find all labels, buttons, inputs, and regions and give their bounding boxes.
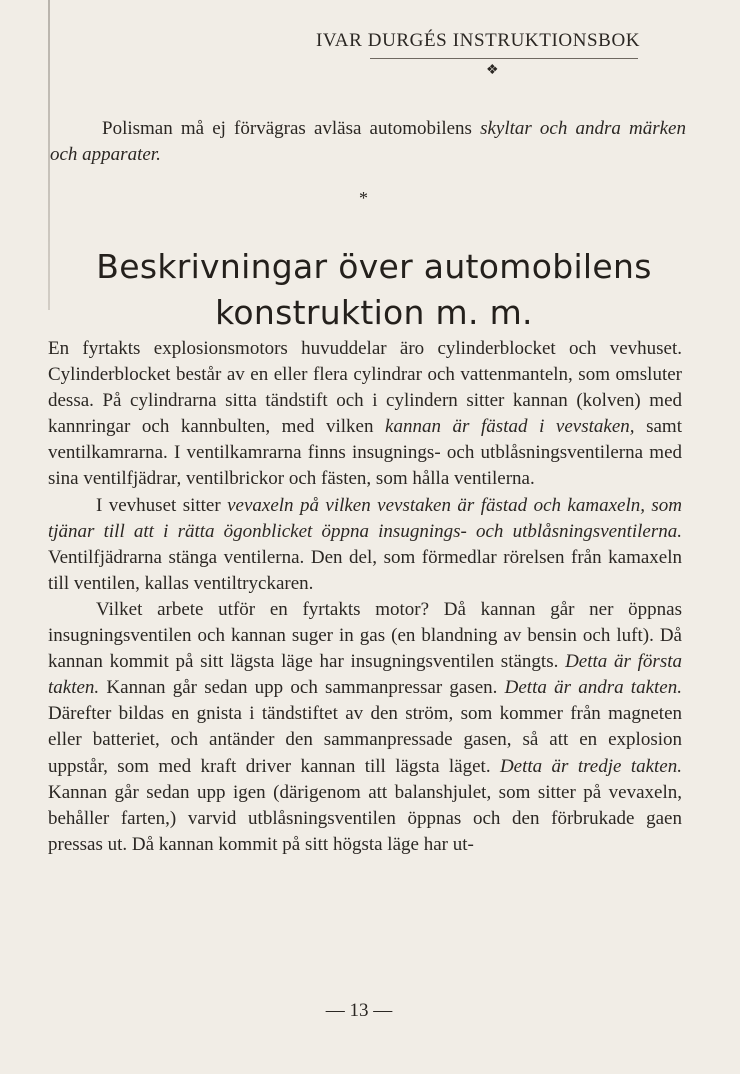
text-run: Vilket arbete utför en fyrtakts motor? Då kannan går ner öppnas insugningsventilen och kannan suger in gas (en blandning av bensin och luft). Då kannan kommit på sitt lägsta läge har insugningsventilen stängts.: [48, 598, 682, 673]
body-paragraph: [48, 597, 682, 858]
body-paragraph: [48, 336, 682, 493]
running-title: IVAR DURGÉS INSTRUKTIONSBOK: [316, 30, 641, 51]
header-rule: [370, 58, 638, 59]
text-run: Kannan går sedan upp igen (därigenom att balanshjulet, som sitter på vevaxeln, behåller farten,) varvid utblåsningsventilen öppnas och den förbrukade gaen pressas ut. Då kannan kommit på sitt högsta läge har ut-: [48, 781, 682, 855]
italic-run: Detta är andra takten.: [504, 677, 682, 699]
italic-run: kannan är fästad i vevstaken,: [385, 416, 635, 438]
intro-text-italic: skyltar och andra märken och apparater.: [50, 118, 686, 165]
body-paragraph: [48, 493, 682, 597]
intro-text: Polisman må ej förvägras avläsa automobilens: [102, 118, 481, 139]
text-run: Kannan går sedan upp och sammanpressar gasen.: [99, 677, 505, 699]
text-run: En fyrtakts explosionsmotors huvuddelar äro cylinderblocket och vevhuset. Cylinderblocket består av en eller flera cylindrar och vattenmanteln, som omsluter dessa. På cylindrarna sitta tändstift och i cylindern sitter kannan (kolven) med kannringar och kannbulten, med vilken: [48, 338, 682, 438]
text-run: samt ventilkamrarna. I ventilkamrarna finns insugnings- och utblåsningsventilerna med sina ventilfjädrar, ventilbrickor och fästen, som hålla ventilerna.: [48, 416, 682, 490]
italic-run: vevaxeln på vilken vevstaken är fästad och kamaxeln, som tjänar till att i rätta ögonblicket öppna insugnings- och utblåsningsventilerna.: [48, 494, 682, 542]
body-text: [48, 336, 682, 858]
page-number: — 13 —: [325, 1000, 393, 1021]
italic-run: Detta är första takten.: [48, 651, 683, 699]
section-heading: Beskrivningar över automobilens konstruktion m. m.: [96, 247, 652, 332]
text-run: Ventilfjädrarna stänga ventilerna. Den del, som förmedlar rörelsen från kamaxeln till ventilen, kallas ventiltryckaren.: [48, 546, 682, 594]
text-run: I vevhuset sitter: [96, 494, 228, 516]
text-run: Därefter bildas en gnista i tändstiftet av den ström, som kommer från magneten eller batteriet, och antänder den sammanpressade gasen, så att en explosion uppstår, som med kraft driver kannan till lägsta läget.: [48, 703, 682, 777]
italic-run: Detta är tredje takten.: [499, 755, 682, 777]
ornament-icon: ❖: [486, 63, 499, 78]
intro-paragraph: [50, 116, 686, 168]
section-separator: *: [359, 188, 368, 208]
